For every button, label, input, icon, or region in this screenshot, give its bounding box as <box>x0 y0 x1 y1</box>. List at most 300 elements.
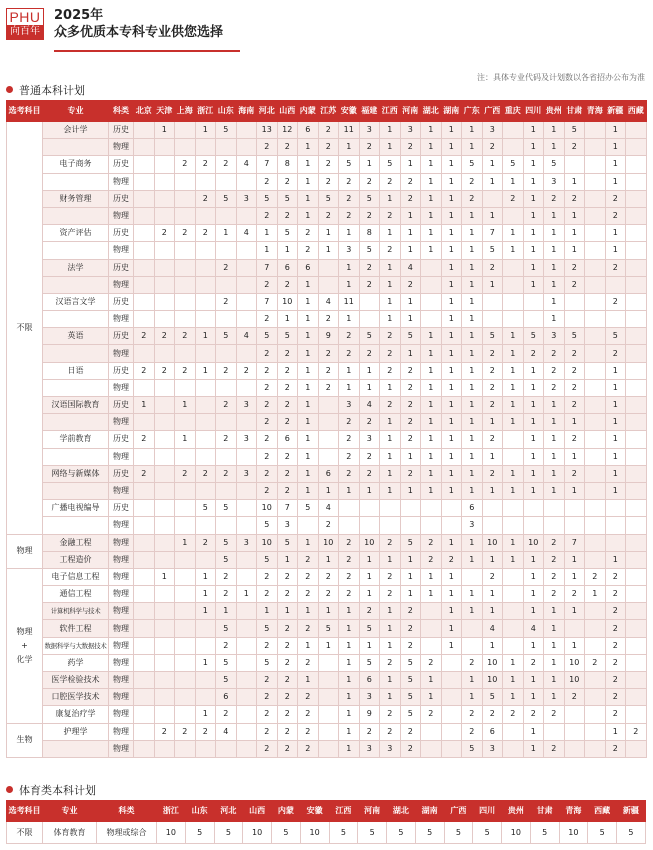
quota-cell <box>154 586 175 603</box>
quota-cell: 2 <box>400 723 421 740</box>
quota-cell <box>359 311 380 328</box>
quota-cell: 6 <box>298 122 319 139</box>
category-cell: 历史 <box>109 225 134 242</box>
quota-cell <box>585 689 606 706</box>
quota-cell: 11 <box>339 293 360 310</box>
quota-cell <box>585 500 606 517</box>
quota-cell <box>441 706 462 723</box>
quota-cell <box>626 620 647 637</box>
major-cell <box>43 345 109 362</box>
category-cell: 历史 <box>109 431 134 448</box>
quota-cell <box>175 311 196 328</box>
column-header: 江西 <box>329 801 358 822</box>
quota-cell <box>503 500 524 517</box>
quota-cell: 2 <box>359 259 380 276</box>
quota-cell: 6 <box>277 259 298 276</box>
quota-cell: 3 <box>339 397 360 414</box>
quota-cell: 2 <box>462 723 483 740</box>
quota-cell <box>585 242 606 259</box>
category-cell: 物理 <box>109 568 134 585</box>
quota-cell: 1 <box>523 723 544 740</box>
quota-cell: 2 <box>359 207 380 224</box>
quota-cell <box>175 190 196 207</box>
quota-cell: 1 <box>380 465 401 482</box>
quota-cell: 2 <box>257 379 278 396</box>
column-header: 上海 <box>175 101 196 122</box>
quota-cell: 1 <box>421 190 442 207</box>
quota-cell: 2 <box>277 465 298 482</box>
section-sports-label: 体育类本科计划 <box>19 784 96 797</box>
quota-cell: 1 <box>503 397 524 414</box>
major-cell: 软件工程 <box>43 620 109 637</box>
quota-cell: 1 <box>564 448 585 465</box>
quota-cell <box>154 293 175 310</box>
quota-cell: 3 <box>359 122 380 139</box>
quota-cell: 1 <box>564 637 585 654</box>
quota-cell: 2 <box>216 706 237 723</box>
quota-cell <box>585 482 606 499</box>
quota-cell <box>236 139 257 156</box>
major-cell <box>43 207 109 224</box>
quota-cell <box>195 672 216 689</box>
quota-cell: 2 <box>380 568 401 585</box>
table-cell: 5 <box>214 822 243 844</box>
major-cell: 通信工程 <box>43 586 109 603</box>
quota-cell: 3 <box>544 173 565 190</box>
quota-cell: 1 <box>605 242 626 259</box>
quota-cell <box>134 242 155 259</box>
column-header: 甘肃 <box>564 101 585 122</box>
quota-cell: 1 <box>380 689 401 706</box>
quota-cell: 2 <box>318 156 339 173</box>
quota-cell <box>605 500 626 517</box>
quota-cell: 1 <box>421 122 442 139</box>
category-cell: 物理 <box>109 242 134 259</box>
quota-cell: 1 <box>400 293 421 310</box>
category-cell: 物理 <box>109 345 134 362</box>
category-cell: 物理 <box>109 379 134 396</box>
quota-cell <box>134 672 155 689</box>
quota-cell <box>216 207 237 224</box>
major-cell: 电子信息工程 <box>43 568 109 585</box>
category-cell: 历史 <box>109 328 134 345</box>
quota-cell <box>482 500 503 517</box>
quota-cell: 1 <box>564 568 585 585</box>
quota-cell <box>134 122 155 139</box>
quota-cell: 6 <box>298 259 319 276</box>
quota-cell: 5 <box>605 328 626 345</box>
quota-cell <box>462 568 483 585</box>
major-cell <box>43 139 109 156</box>
quota-cell <box>134 173 155 190</box>
quota-cell: 2 <box>359 603 380 620</box>
quota-cell <box>154 500 175 517</box>
quota-cell: 1 <box>441 276 462 293</box>
quota-cell: 2 <box>421 551 442 568</box>
regular-plan-table <box>6 100 647 758</box>
quota-cell <box>216 242 237 259</box>
quota-cell: 5 <box>298 500 319 517</box>
quota-cell: 5 <box>339 156 360 173</box>
quota-cell: 1 <box>462 311 483 328</box>
quota-cell <box>175 689 196 706</box>
quota-cell <box>585 431 606 448</box>
quota-cell <box>626 259 647 276</box>
quota-cell <box>564 620 585 637</box>
quota-cell <box>195 242 216 259</box>
quota-cell: 2 <box>380 242 401 259</box>
category-cell: 物理 <box>109 517 134 534</box>
quota-cell: 2 <box>298 654 319 671</box>
quota-cell <box>175 740 196 757</box>
quota-cell: 2 <box>421 706 442 723</box>
quota-cell <box>503 740 524 757</box>
page-header <box>54 8 223 42</box>
quota-cell: 1 <box>339 654 360 671</box>
quota-cell <box>195 482 216 499</box>
quota-cell <box>154 276 175 293</box>
quota-cell <box>154 637 175 654</box>
quota-cell: 9 <box>359 706 380 723</box>
quota-cell: 1 <box>298 448 319 465</box>
table-row <box>7 345 647 362</box>
table-cell: 10 <box>157 822 186 844</box>
quota-cell: 2 <box>564 362 585 379</box>
quota-cell: 1 <box>400 242 421 259</box>
quota-cell <box>175 568 196 585</box>
quota-cell <box>236 311 257 328</box>
quota-cell: 2 <box>359 139 380 156</box>
table-row <box>7 242 647 259</box>
quota-cell: 1 <box>421 173 442 190</box>
quota-cell: 1 <box>339 379 360 396</box>
table-cell: 5 <box>358 822 387 844</box>
quota-cell <box>134 654 155 671</box>
major-cell: 医学检验技术 <box>43 672 109 689</box>
quota-cell: 1 <box>462 276 483 293</box>
table-row <box>7 689 647 706</box>
quota-cell: 1 <box>380 225 401 242</box>
quota-cell: 2 <box>339 448 360 465</box>
quota-cell: 1 <box>482 414 503 431</box>
quota-cell: 2 <box>277 173 298 190</box>
quota-cell: 2 <box>154 723 175 740</box>
quota-cell: 2 <box>359 723 380 740</box>
quota-cell: 1 <box>339 706 360 723</box>
quota-cell: 1 <box>523 276 544 293</box>
quota-cell: 2 <box>195 534 216 551</box>
quota-cell: 1 <box>544 654 565 671</box>
quota-cell <box>175 173 196 190</box>
quota-cell: 5 <box>257 517 278 534</box>
quota-cell: 2 <box>318 311 339 328</box>
quota-cell: 1 <box>523 672 544 689</box>
title-underline <box>54 50 240 52</box>
major-cell <box>43 414 109 431</box>
quota-cell: 1 <box>462 345 483 362</box>
table-row <box>7 379 647 396</box>
table-row <box>7 362 647 379</box>
quota-cell: 2 <box>400 190 421 207</box>
quota-cell: 7 <box>257 259 278 276</box>
quota-cell: 2 <box>175 723 196 740</box>
quota-cell: 1 <box>421 225 442 242</box>
quota-cell: 2 <box>277 207 298 224</box>
quota-cell: 1 <box>298 534 319 551</box>
quota-cell <box>134 190 155 207</box>
quota-cell <box>216 276 237 293</box>
quota-cell <box>134 551 155 568</box>
quota-cell: 1 <box>544 293 565 310</box>
major-cell: 药学 <box>43 654 109 671</box>
quota-cell: 1 <box>462 207 483 224</box>
quota-cell: 5 <box>216 328 237 345</box>
quota-cell <box>134 345 155 362</box>
quota-cell: 2 <box>298 242 319 259</box>
quota-cell: 1 <box>380 379 401 396</box>
column-header: 安徽 <box>300 801 329 822</box>
quota-cell: 3 <box>462 517 483 534</box>
quota-cell <box>154 414 175 431</box>
quota-cell: 2 <box>318 379 339 396</box>
quota-cell: 11 <box>339 122 360 139</box>
major-cell <box>43 173 109 190</box>
quota-cell: 1 <box>339 689 360 706</box>
quota-cell: 1 <box>421 207 442 224</box>
quota-cell: 2 <box>359 345 380 362</box>
quota-cell: 2 <box>257 414 278 431</box>
major-cell <box>43 276 109 293</box>
quota-cell <box>626 293 647 310</box>
quota-cell: 2 <box>482 345 503 362</box>
quota-cell: 1 <box>257 242 278 259</box>
quota-cell <box>216 345 237 362</box>
column-header: 重庆 <box>503 101 524 122</box>
quota-cell: 2 <box>257 311 278 328</box>
quota-cell <box>175 620 196 637</box>
quota-cell: 2 <box>298 225 319 242</box>
quota-cell: 1 <box>605 431 626 448</box>
quota-cell <box>216 139 237 156</box>
category-cell: 历史 <box>109 362 134 379</box>
quota-cell: 3 <box>236 534 257 551</box>
table-row <box>7 311 647 328</box>
quota-cell <box>134 740 155 757</box>
quota-cell: 2 <box>216 637 237 654</box>
quota-cell: 1 <box>298 311 319 328</box>
quota-cell <box>585 465 606 482</box>
quota-cell <box>585 190 606 207</box>
category-cell: 历史 <box>109 259 134 276</box>
quota-cell: 2 <box>257 740 278 757</box>
quota-cell: 8 <box>359 225 380 242</box>
quota-cell <box>359 293 380 310</box>
table-row <box>7 586 647 603</box>
quota-cell: 2 <box>257 276 278 293</box>
quota-cell <box>503 620 524 637</box>
quota-cell <box>175 345 196 362</box>
quota-cell <box>195 431 216 448</box>
quota-cell <box>236 723 257 740</box>
quota-cell <box>605 311 626 328</box>
bullet-icon <box>6 86 13 93</box>
quota-cell <box>585 448 606 465</box>
quota-cell: 2 <box>298 689 319 706</box>
table-row <box>7 173 647 190</box>
quota-cell <box>626 156 647 173</box>
column-header: 湖北 <box>387 801 416 822</box>
quota-cell: 1 <box>523 362 544 379</box>
quota-cell: 1 <box>298 637 319 654</box>
quota-cell: 1 <box>359 568 380 585</box>
quota-cell: 2 <box>298 551 319 568</box>
quota-cell: 2 <box>421 534 442 551</box>
quota-cell: 1 <box>421 465 442 482</box>
quota-cell: 10 <box>482 672 503 689</box>
quota-cell: 2 <box>277 362 298 379</box>
column-header: 青海 <box>585 101 606 122</box>
quota-cell: 7 <box>257 156 278 173</box>
quota-cell: 5 <box>195 500 216 517</box>
quota-cell: 1 <box>277 242 298 259</box>
quota-cell: 1 <box>134 397 155 414</box>
quota-cell: 1 <box>523 431 544 448</box>
category-cell: 历史 <box>109 122 134 139</box>
quota-cell <box>441 740 462 757</box>
quota-cell <box>544 500 565 517</box>
major-cell <box>43 740 109 757</box>
quota-cell <box>503 517 524 534</box>
quota-cell <box>236 482 257 499</box>
category-cell: 物理 <box>109 534 134 551</box>
quota-cell <box>380 517 401 534</box>
quota-cell: 2 <box>257 431 278 448</box>
quota-cell: 2 <box>318 362 339 379</box>
quota-cell: 5 <box>216 534 237 551</box>
quota-cell: 1 <box>441 225 462 242</box>
category-cell: 物理 <box>109 706 134 723</box>
quota-cell: 5 <box>462 740 483 757</box>
quota-cell <box>585 259 606 276</box>
quota-cell: 2 <box>216 465 237 482</box>
quota-cell: 5 <box>400 689 421 706</box>
quota-cell: 1 <box>564 242 585 259</box>
column-header: 安徽 <box>339 101 360 122</box>
quota-cell <box>626 706 647 723</box>
quota-cell: 1 <box>462 672 483 689</box>
column-header: 内蒙 <box>272 801 301 822</box>
quota-cell: 1 <box>441 173 462 190</box>
quota-cell: 5 <box>400 706 421 723</box>
quota-cell <box>154 139 175 156</box>
quota-cell: 1 <box>216 225 237 242</box>
quota-cell: 1 <box>564 603 585 620</box>
quota-cell: 2 <box>339 568 360 585</box>
table-row <box>7 534 647 551</box>
quota-cell: 2 <box>277 637 298 654</box>
quota-cell: 1 <box>380 431 401 448</box>
quota-cell: 2 <box>359 173 380 190</box>
quota-cell: 1 <box>421 379 442 396</box>
quota-cell <box>605 276 626 293</box>
quota-cell: 2 <box>257 723 278 740</box>
quota-cell: 2 <box>544 568 565 585</box>
column-header: 河北 <box>257 101 278 122</box>
quota-cell: 5 <box>318 620 339 637</box>
quota-cell <box>318 414 339 431</box>
quota-cell: 1 <box>544 672 565 689</box>
quota-cell: 2 <box>482 431 503 448</box>
quota-cell: 1 <box>339 637 360 654</box>
quota-cell <box>154 345 175 362</box>
quota-cell: 2 <box>175 328 196 345</box>
quota-cell: 1 <box>298 328 319 345</box>
quota-cell: 2 <box>339 345 360 362</box>
quota-cell: 1 <box>462 328 483 345</box>
quota-cell: 2 <box>134 362 155 379</box>
major-cell <box>43 242 109 259</box>
quota-cell <box>195 689 216 706</box>
column-header: 山西 <box>277 101 298 122</box>
quota-cell <box>421 259 442 276</box>
quota-cell <box>134 689 155 706</box>
quota-cell: 5 <box>359 242 380 259</box>
table-row <box>7 293 647 310</box>
quota-cell: 3 <box>482 122 503 139</box>
quota-cell: 4 <box>400 259 421 276</box>
quota-cell <box>523 517 544 534</box>
column-header: 贵州 <box>544 101 565 122</box>
quota-cell: 2 <box>134 328 155 345</box>
quota-cell: 4 <box>523 620 544 637</box>
quota-cell <box>585 551 606 568</box>
quota-cell: 10 <box>482 534 503 551</box>
table-header-row <box>7 801 646 822</box>
quota-cell: 1 <box>380 551 401 568</box>
quota-cell: 1 <box>339 723 360 740</box>
table-row <box>7 259 647 276</box>
quota-cell <box>585 637 606 654</box>
table-row <box>7 723 647 740</box>
table-header-row <box>7 101 647 122</box>
quota-cell: 5 <box>277 534 298 551</box>
quota-cell: 1 <box>564 207 585 224</box>
quota-cell <box>626 276 647 293</box>
quota-cell <box>626 534 647 551</box>
quota-cell: 2 <box>216 586 237 603</box>
table-row <box>7 603 647 620</box>
quota-cell: 1 <box>544 448 565 465</box>
column-header: 湖南 <box>441 101 462 122</box>
quota-cell: 2 <box>564 431 585 448</box>
quota-cell: 2 <box>564 379 585 396</box>
table-cell: 5 <box>415 822 444 844</box>
quota-cell: 1 <box>318 603 339 620</box>
quota-cell: 2 <box>523 345 544 362</box>
quota-cell: 1 <box>175 397 196 414</box>
column-header: 福建 <box>359 101 380 122</box>
quota-cell: 3 <box>236 190 257 207</box>
quota-cell: 2 <box>380 362 401 379</box>
category-cell: 物理 <box>109 448 134 465</box>
quota-cell: 5 <box>216 551 237 568</box>
quota-cell: 1 <box>441 586 462 603</box>
quota-cell: 1 <box>441 293 462 310</box>
quota-cell: 1 <box>359 482 380 499</box>
quota-cell: 1 <box>421 414 442 431</box>
quota-cell: 1 <box>544 259 565 276</box>
quota-cell: 2 <box>564 259 585 276</box>
